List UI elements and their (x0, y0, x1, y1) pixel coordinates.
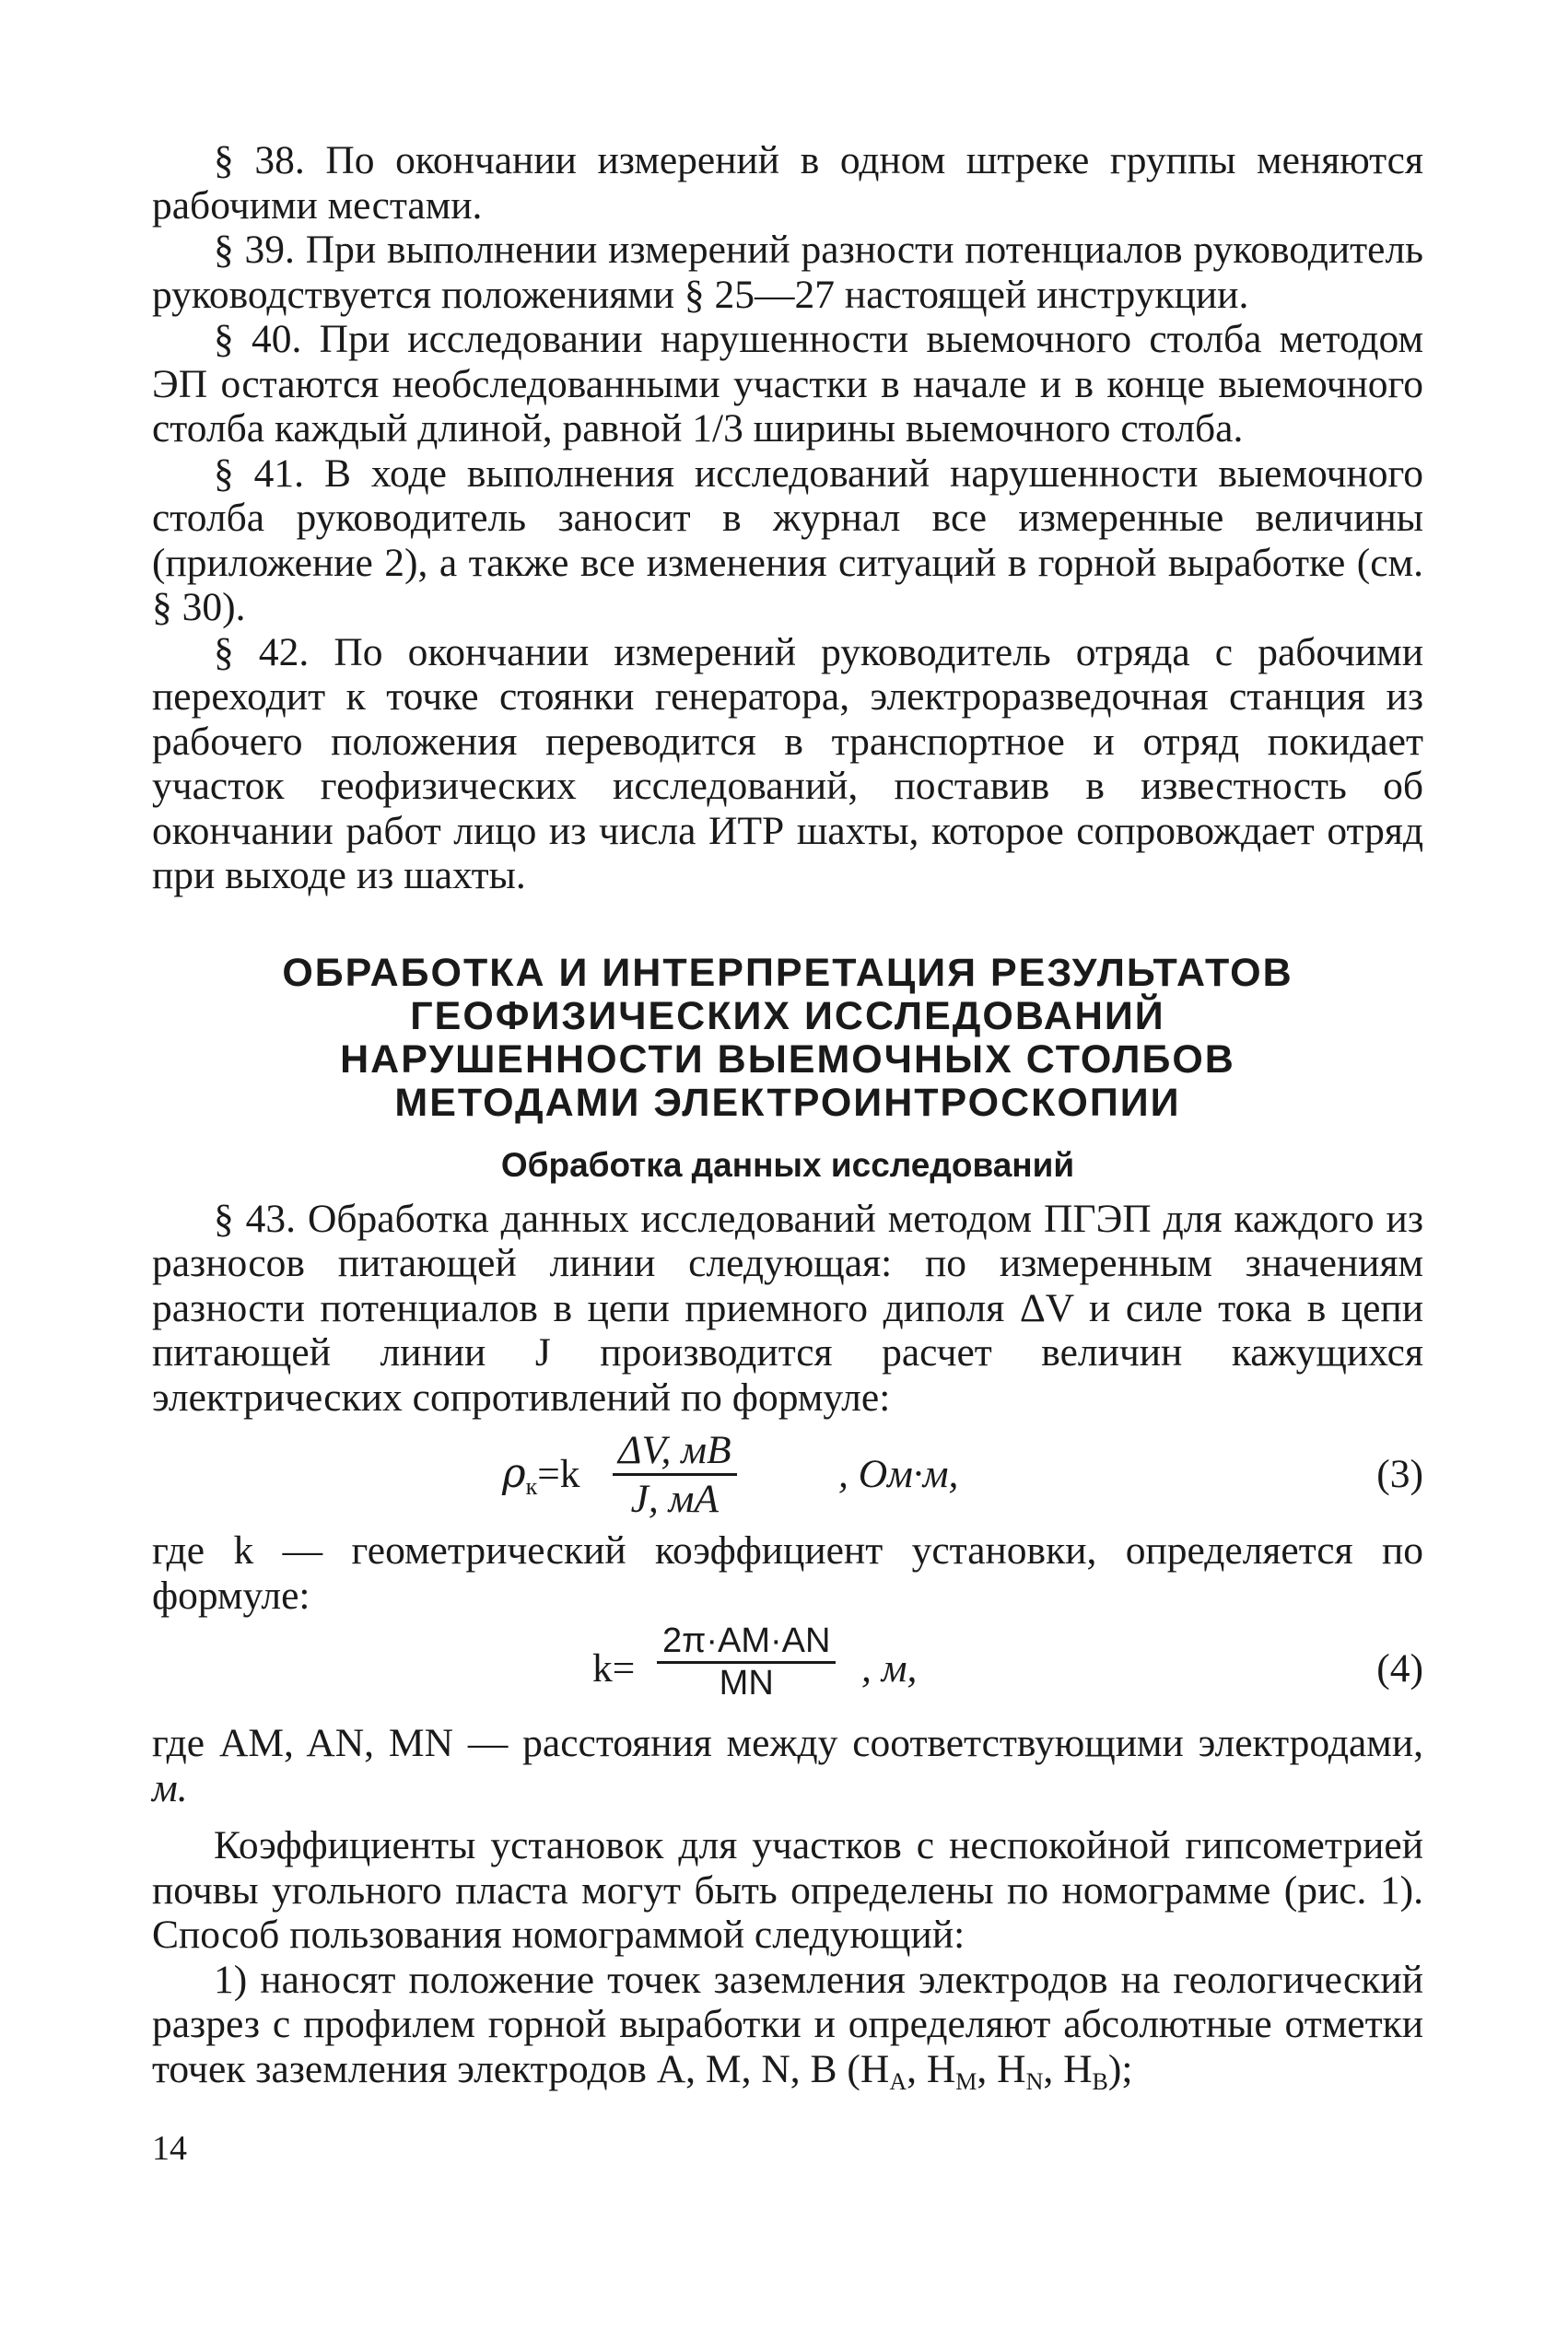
separator: , H (1043, 2046, 1093, 2091)
formula-3-fraction (613, 1427, 737, 1522)
section-heading-line: МЕТОДАМИ ЭЛЕКТРОИНТРОСКОПИИ (394, 1080, 1181, 1125)
page-body (152, 138, 1423, 2095)
section-heading (152, 952, 1423, 1125)
paragraph-40: § 40. При исследовании нарушенности выемочного столба методом ЭП остаются необследованными участки в начале и в конце выемочного столба каждый длиной, равной 1/3 ширины выемочного столба. (152, 317, 1423, 451)
list-item-1 (152, 1957, 1423, 2095)
paragraph-38: § 38. По окончании измерений в одном штреке группы меняются рабочими местами. (152, 138, 1423, 228)
subscript-m: M (955, 2067, 977, 2095)
list-item-1-text: 1) наносят положение точек заземления электродов на геологический разрез с профилем горной выработки и определяют абсолютные отметки точек заземления электродов A, M, N, B (H (152, 1957, 1423, 2091)
formula-4-numerator: 2π·AM·AN (662, 1621, 831, 1660)
formula-3-eq-k: =k (537, 1452, 580, 1496)
formula-3-unit: , Ом·м, (838, 1452, 959, 1496)
rho-subscript: к (525, 1473, 538, 1500)
formula-3 (152, 1420, 1423, 1528)
paragraph-39: § 39. При выполнении измерений разности потенциалов руководитель руководствуется положениями § 25—27 настоящей инструкции. (152, 228, 1423, 317)
distances-unit: м. (152, 1765, 188, 1810)
subscript-a: A (889, 2067, 907, 2095)
separator: , H (907, 2046, 956, 2091)
subscript-b: B (1092, 2067, 1108, 2095)
page-number: 14 (152, 2129, 187, 2168)
paragraph-42: § 42. По окончании измерений руководитель отряда с рабочими переходит к точке стоянки генератора, электроразведочная станция из рабочего положения переводится в транспортное и отряд покидает участок геофизических исследований, поставив в известность об окончании работ лицо из числа ИТР шахты, которое сопровождает отряд при выходе из шахты. (152, 629, 1423, 897)
subscript-n: N (1025, 2067, 1044, 2095)
paragraph-43: § 43. Обработка данных исследований методом ПГЭП для каждого из разносов питающей линии следующая: по измеренным значениям разности потенциалов в цепи приемного диполя ΔV и силе тока в цепи питающей линии J производится расчет величин кажущихся электрических сопротивлений по формуле: (152, 1196, 1423, 1420)
coefficients-paragraph: Коэффициенты установок для участков с неспокойной гипсометрией почвы угольного пласта могут быть определены по номограмме (рис. 1). Способ пользования номограммой следующий: (152, 1823, 1423, 1957)
list-item-1-end: ); (1107, 2046, 1133, 2091)
section-heading-line: ОБРАБОТКА И ИНТЕРПРЕТАЦИЯ РЕЗУЛЬТАТОВ (282, 950, 1293, 995)
formula-4-fraction (657, 1621, 836, 1703)
formula-3-number: (3) (1376, 1452, 1423, 1496)
formula-3-denominator: J, мА (613, 1473, 737, 1522)
rho-symbol: ρ (502, 1451, 526, 1497)
k-definition: где k — геометрический коэффициент установки, определяется по формуле: (152, 1528, 1423, 1618)
subheading: Обработка данных исследований (500, 1145, 1075, 1184)
section-heading-line: НАРУШЕННОСТИ ВЫЕМОЧНЫХ СТОЛБОВ (340, 1036, 1235, 1082)
distances-text: где AM, AN, MN — расстояния между соответствующими электродами, (152, 1721, 1423, 1765)
formula-4-denominator: MN (657, 1661, 836, 1703)
section-heading-line: ГЕОФИЗИЧЕСКИХ ИССЛЕДОВАНИЙ (410, 993, 1165, 1038)
formula-4-lhs: k= (592, 1646, 636, 1691)
separator: , H (977, 2046, 1026, 2091)
distances-paragraph (152, 1721, 1423, 1810)
formula-4-number: (4) (1376, 1646, 1423, 1691)
formula-3-numerator: ΔV, мВ (618, 1428, 731, 1472)
paragraph-41: § 41. В ходе выполнения исследований нарушенности выемочного столба руководитель заносит в журнал все измеренные величины (приложение 2), а также все изменения ситуаций в горной выработке (см. § 30). (152, 451, 1423, 629)
formula-4-unit: , м, (861, 1646, 918, 1691)
formula-3-lhs (502, 1451, 580, 1500)
formula-4 (152, 1618, 1423, 1721)
